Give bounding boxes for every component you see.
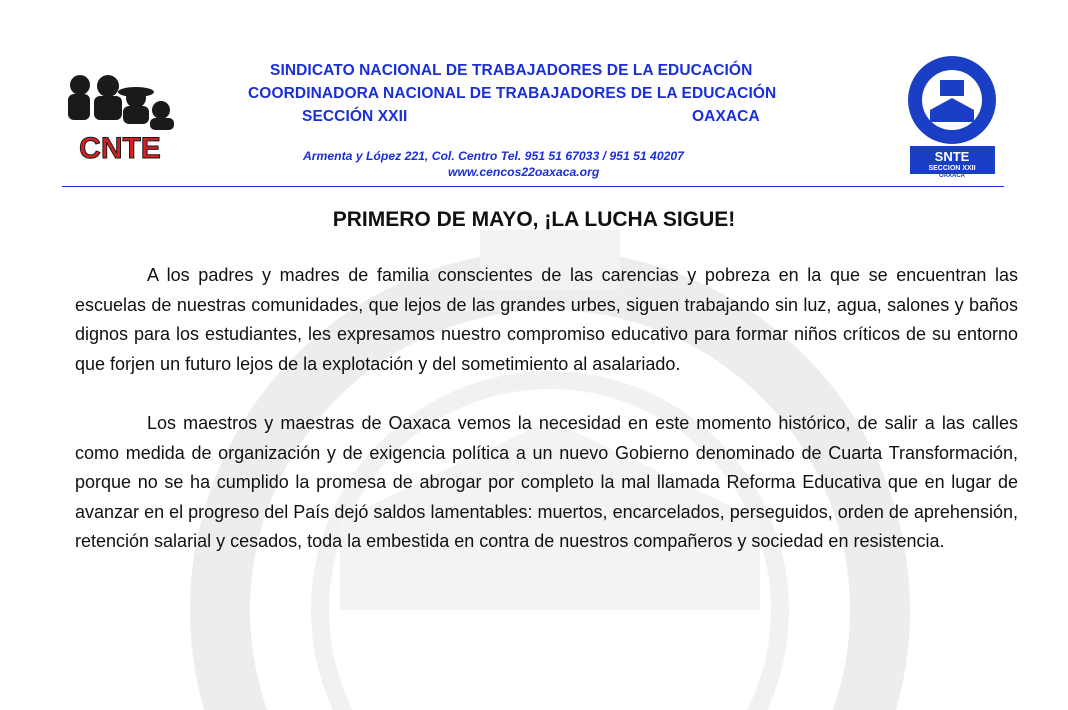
cnte-logo-text: CNTE	[79, 132, 161, 165]
snte-logo	[900, 52, 1005, 177]
header-address: Armenta y López 221, Col. Centro Tel. 951 51 67033 / 951 51 40207	[303, 149, 684, 163]
snte-logo-state: OAXACA	[938, 173, 966, 177]
header-coordinator-name: COORDINADORA NACIONAL DE TRABAJADORES DE LA EDUCACIÓN	[248, 85, 777, 102]
body-paragraph: Los maestros y maestras de Oaxaca vemos la necesidad en este momento histórico, de salir a las calles como medida de organización y de exigencia política a un nuevo Gobierno denominado de Cuarta Transformación, porque no se ha cumplido la promesa de abrogar por completo la mal llamada Reforma Educativa que en lugar de avanzar en el progreso del País dejó saldos lamentables: muertos, encarcelados, perseguidos, orden de aprehensión, retención salarial y cesados, toda la embestida en contra de nuestros compañeros y sociedad en resistencia.	[75, 413, 1018, 552]
cnte-logo	[58, 70, 183, 165]
header-section: SECCIÓN XXII	[302, 108, 408, 125]
header-state: OAXACA	[692, 108, 760, 125]
revolutionary-figures-icon	[58, 70, 183, 165]
header-union-name: SINDICATO NACIONAL DE TRABAJADORES DE LA EDUCACIÓN	[270, 62, 753, 79]
body-paragraph: A los padres y madres de familia conscientes de las carencias y pobreza en la que se encuentran las escuelas de nuestras comunidades, que lejos de las grandes urbes, siguen trabajando sin luz, agua, salones y baños dignos para los estudiantes, les expresamos nuestro compromiso educativo para formar niños críticos de su entorno que forjen un futuro lejos de la explotación y del sometimiento al asalariado.	[75, 265, 1018, 374]
header-divider	[62, 186, 1004, 187]
snte-logo-name: SNTE	[934, 149, 970, 164]
header-website: www.cencos22oaxaca.org	[448, 165, 600, 179]
snte-logo-section: SECCION XXII	[928, 165, 976, 172]
document-title: PRIMERO DE MAYO, ¡LA LUCHA SIGUE!	[332, 208, 736, 231]
